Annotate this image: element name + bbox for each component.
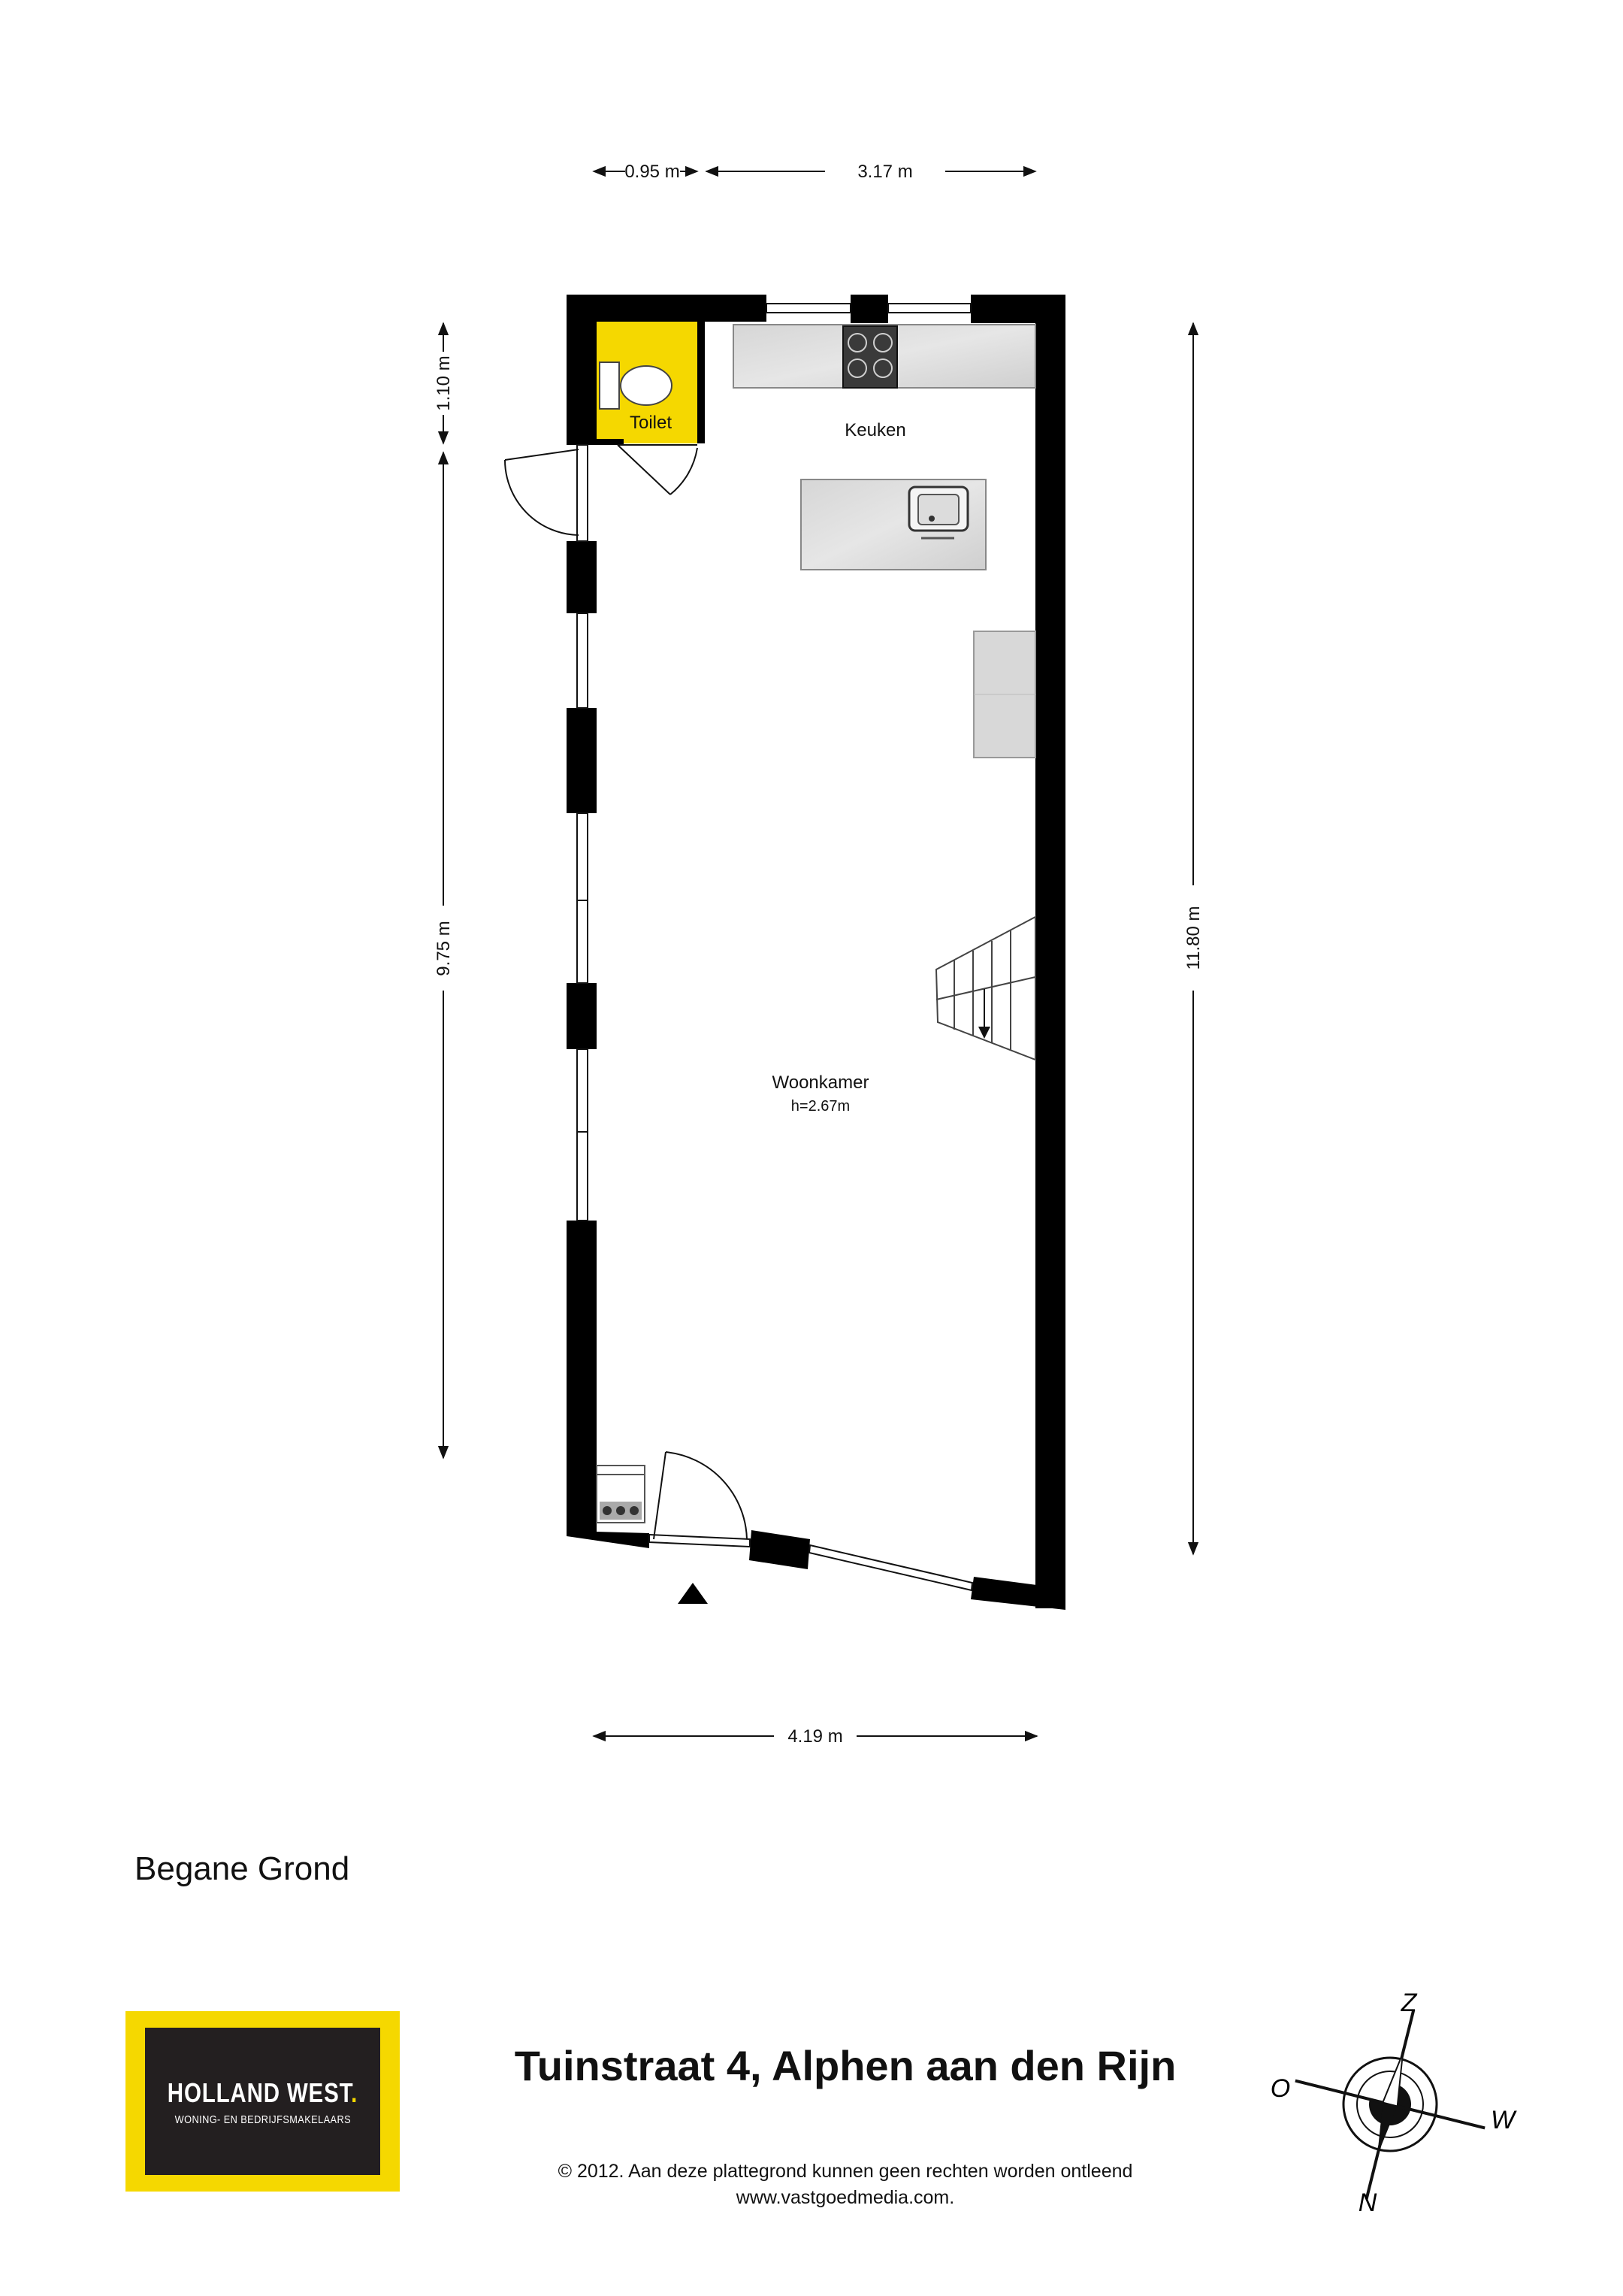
brand-logo [125,2011,400,2192]
dimension-label-top-right: 3.17 m [857,162,913,182]
dimension-label-bottom: 4.19 m [787,1726,843,1747]
room-label-kitchen: Keuken [845,420,906,440]
brand-name-text: HOLLAND WEST [167,2077,352,2108]
entrance-arrow-icon [678,1583,708,1604]
compass-label-o: O [1270,2074,1291,2103]
compass-icon [1270,1992,1518,2217]
compass-label-z: Z [1401,1992,1417,2017]
floor-label: Begane Grond [134,1850,350,1887]
dimension-label-right: 11.80 m [1183,906,1204,970]
room-label-living: Woonkamer [772,1072,869,1093]
brand-logo-inner [145,2028,380,2175]
room-label-toilet: Toilet [629,413,672,433]
brand-dot: . [351,2077,358,2108]
compass-label-n: N [1358,2189,1377,2217]
staircase [936,917,1035,1060]
toilet-fixture-icon [600,362,672,409]
property-address: Tuinstraat 4, Alphen aan den Rijn [514,2042,1177,2089]
room-label-living-height: h=2.67m [790,1098,851,1115]
dimension-label-left-upper: 1.10 m [434,355,454,411]
copyright-notice: © 2012. Aan deze plattegrond kunnen geen rechten worden ontleend [558,2161,1133,2182]
cooktop-icon [843,326,897,388]
dimension-label-left-lower: 9.75 m [434,921,454,976]
sink-icon [909,487,968,538]
compass-label-w: W [1490,2106,1516,2134]
entrance-cupboard [597,1466,645,1523]
doors [505,445,747,1539]
brand-name [168,2077,358,2109]
website-link[interactable]: www.vastgoedmedia.com. [736,2187,955,2208]
dimension-label-top-left: 0.95 m [624,162,680,182]
brand-tagline: WONING- EN BEDRIJFSMAKELAARS [174,2113,351,2126]
